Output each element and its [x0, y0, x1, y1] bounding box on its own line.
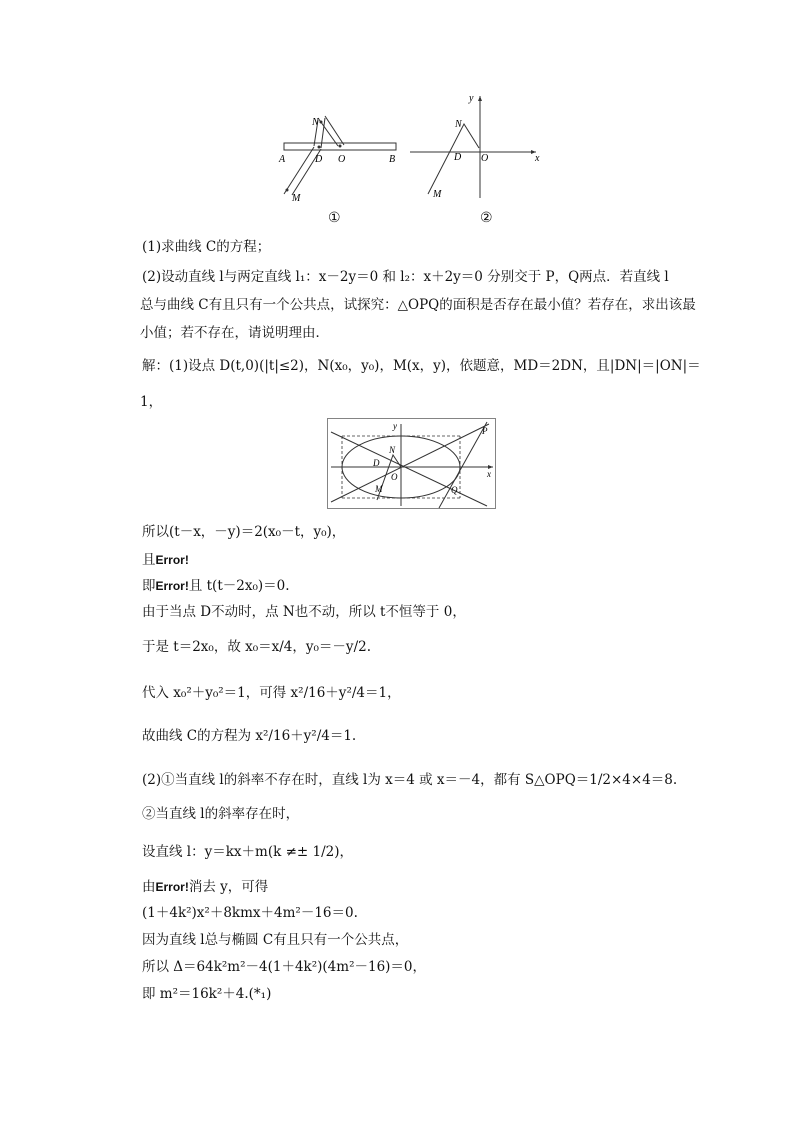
fig3-label-D: D [373, 458, 380, 468]
solution-line-2: 1， [140, 394, 163, 410]
error-marker: Error! [155, 553, 189, 567]
step-error-3 [142, 878, 268, 896]
step-discriminant: 所以 Δ＝64k²m²－4(1＋4k²)(4m²－16)＝0， [142, 959, 427, 975]
fig3-label-N: N [389, 445, 396, 455]
part2-case-2: ②当直线 l的斜率存在时， [142, 806, 300, 822]
fig3-label-Q: Q [451, 485, 458, 495]
fig1-label-M: M [292, 193, 301, 204]
error-marker: Error! [155, 880, 189, 894]
figure-2-caption: ② [480, 210, 493, 226]
question-part-1: (1)求曲线 C的方程； [142, 239, 271, 255]
fig1-label-A: A [279, 154, 286, 165]
fig2-label-N: N [455, 119, 462, 130]
figure-1-caption: ① [328, 210, 341, 226]
fig2-label-D: D [454, 152, 462, 163]
step-x0-y0: 于是 t＝2x₀，故 x₀＝x/4，y₀＝－y/2. [142, 639, 371, 655]
step-error-3-suffix: 消去 y，可得 [188, 879, 269, 895]
step-error-2-prefix: 即 [142, 578, 156, 594]
solution-line-1: 解：(1)设点 D(t,0)(|t|≤2)，N(x₀，y₀)，M(x，y)，依题意，MD＝2DN，且|DN|＝|ON|＝ [142, 358, 701, 374]
question-part-2-line-2: 总与曲线 C有且只有一个公共点，试探究：△OPQ的面积是否存在最小值？若存在，求出该最 [140, 297, 696, 313]
figure-2 [408, 90, 544, 202]
part2-case-1: (2)①当直线 l的斜率不存在时，直线 l为 x＝4 或 x＝－4，都有 S△OPQ＝1/2×4×4＝8. [142, 772, 678, 788]
question-part-2-line-3: 小值；若不存在，请说明理由． [140, 325, 329, 341]
fig2-label-M: M [433, 189, 442, 200]
step-error-1 [142, 551, 189, 569]
error-marker: Error! [155, 579, 189, 593]
step-line-l: 设直线 l：y＝kx＋m(k ≠± 1/2)， [142, 844, 353, 860]
step-substitute: 代入 x₀²＋y₀²＝1，可得 x²/16＋y²/4＝1， [142, 685, 401, 701]
fig1-label-N: N [312, 117, 319, 128]
question-part-2-line-1: (2)设动直线 l与两定直线 l₁：x－2y＝0 和 l₂：x＋2y＝0 分别交于 P，Q两点．若直线 l [142, 269, 669, 285]
fig3-label-x: x [487, 469, 491, 479]
step-error-2 [142, 577, 290, 595]
fig2-label-y: y [469, 93, 474, 104]
fig1-label-D: D [315, 154, 323, 165]
step-tangent-condition: 因为直线 l总与椭圆 C有且只有一个公共点， [142, 932, 409, 948]
figure-3-ellipse [327, 418, 497, 510]
fig1-label-O: O [338, 154, 346, 165]
step-error-1-prefix: 且 [142, 552, 156, 568]
step-error-2-suffix: 且 t(t－2x₀)＝0. [188, 578, 290, 594]
fig3-label-O: O [391, 472, 398, 482]
fig3-label-M: M [375, 484, 383, 494]
fig2-label-x: x [535, 153, 540, 164]
step-quadratic: (1＋4k²)x²＋8kmx＋4m²－16＝0. [142, 905, 358, 921]
fig3-label-y: y [393, 421, 397, 431]
step-error-3-prefix: 由 [142, 879, 156, 895]
fig2-label-O: O [481, 153, 489, 164]
fig1-label-B: B [389, 154, 396, 165]
step-m-squared: 即 m²＝16k²＋4.(*₁) [142, 986, 272, 1002]
step-curve-equation: 故曲线 C的方程为 x²/16＋y²/4＝1. [142, 728, 357, 744]
figure-1 [276, 110, 400, 206]
fig3-label-P: P [482, 426, 488, 436]
step-vector-equation: 所以(t－x，－y)＝2(x₀－t，y₀)， [142, 524, 346, 540]
step-d-fixed: 由于当点 D不动时，点 N也不动，所以 t不恒等于 0， [142, 604, 466, 620]
